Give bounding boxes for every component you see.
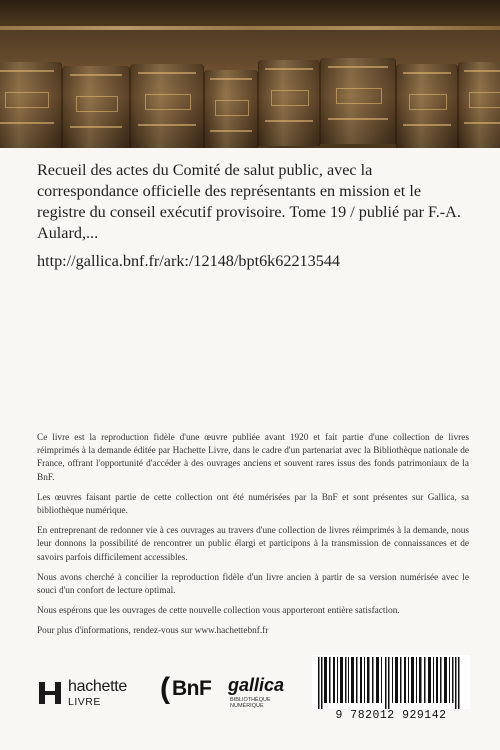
footer-logos	[0, 655, 500, 725]
bnf-text: BnF	[172, 677, 212, 700]
paragraph: Les œuvres faisant partie de cette collection ont été numérisées par la BnF et sont présentes sur Gallica, sa bibliothèque numérique.	[37, 492, 469, 517]
book-spine	[204, 70, 258, 148]
paragraph: Nous espérons que les ouvrages de cette nouvelle collection vous apporteront entière satisfaction.	[37, 606, 400, 617]
book-spine	[258, 60, 320, 146]
book-spine	[458, 62, 500, 148]
shelf-top	[0, 0, 500, 26]
isbn-digits: 9 782012 929142	[335, 709, 447, 722]
book-spines-banner	[0, 0, 500, 148]
bnf-logo	[160, 672, 220, 710]
book-spine	[320, 58, 396, 144]
collection-description	[37, 432, 469, 646]
book-spine	[62, 66, 130, 148]
book-title: Recueil des actes du Comité de salut public, avec la correspondance officielle des représentants en mission et le registre du conseil exécutif provisoire. Tome 19 / publié par F.-A. Aulard,...	[37, 161, 461, 242]
gallica-subtitle: BIBLIOTHÈQUE NUMÉRIQUE	[230, 697, 271, 709]
hachette-h-icon	[38, 681, 62, 705]
gallica-text: gallica	[228, 675, 285, 695]
hachette-sub: LIVRE	[68, 696, 101, 708]
paragraph: En entreprenant de redonner vie à ces ouvrages au travers d'une collection de livres réimprimés à la demande, nous leur donnons la possibilité de rencontrer un public élargi et participons à la transmission de connaissances et de savoirs parfois difficilement accessibles.	[37, 526, 469, 563]
hachette-livre-logo	[38, 677, 148, 713]
book-spine	[130, 64, 204, 148]
isbn-barcode	[312, 655, 470, 725]
gallica-logo	[228, 675, 298, 715]
bnf-bracket-icon: (	[160, 672, 170, 705]
book-spine	[396, 64, 458, 148]
barcode-bars	[312, 655, 470, 709]
hachette-name: hachette	[68, 678, 127, 695]
book-spine	[0, 62, 62, 148]
gallica-url[interactable]: http://gallica.bnf.fr/ark:/12148/bpt6k62213544	[37, 252, 341, 270]
paragraph: Nous avons cherché à concilier la reproduction fidèle d'un livre ancien à partir de sa version numérisée avec le souci d'un confort de lecture optimal.	[37, 572, 469, 597]
paragraph: Pour plus d'informations, rendez-vous sur www.hachettebnf.fr	[37, 626, 269, 637]
paragraph: Ce livre est la reproduction fidèle d'une œuvre publiée avant 1920 et fait partie d'une collection de livres réimprimés à la demande éditée par Hachette Livre, dans le cadre d'un partenariat avec la Bibliothèque nationale de France, offrant l'opportunité d'accéder à des ouvrages anciens et souvent rares issus des fonds patrimoniaux de la BnF.	[37, 433, 469, 483]
gilt-edge	[0, 26, 500, 30]
